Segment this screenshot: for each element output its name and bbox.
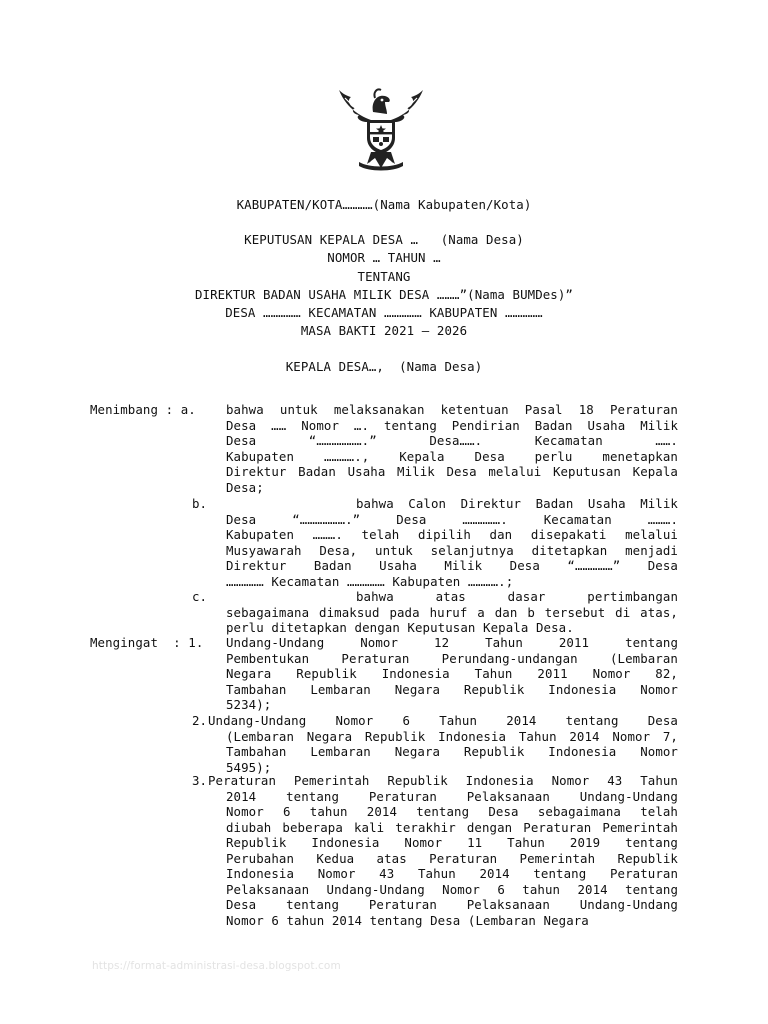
mengingat-label: Mengingat : 1.	[90, 635, 204, 650]
text-line: diubah beberapa kali terakhir dengan Peraturan Pemerintah	[226, 819, 678, 835]
text-line: Undang-Undang Nomor 12 Tahun 2011 tentang	[226, 635, 678, 650]
text-line: perlu ditetapkan dengan Keputusan Kepala Desa.	[226, 620, 574, 635]
menimbang-marker-b: b.	[192, 496, 208, 511]
decree-subject: DIREKTUR BADAN USAHA MILIK DESA ………”(Nama BUMDes)”	[195, 287, 573, 302]
text-line: bahwa untuk melaksanakan ketentuan Pasal 18 Peraturan	[226, 402, 678, 417]
text-line: bahwa Calon Direktur Badan Usaha Milik	[356, 496, 678, 511]
mengingat-item-2	[208, 713, 678, 775]
text-line: Tambahan Lembaran Negara Republik Indonesia Nomor	[226, 681, 678, 697]
menimbang-item-c	[226, 589, 678, 636]
text-line: 5234);	[226, 697, 272, 712]
watermark-url: https://format-administrasi-desa.blogspot.com	[92, 960, 341, 972]
text-line: Pembentukan Peraturan Perundang-undangan (Lembaran	[226, 650, 678, 666]
issuer-line: KEPALA DESA…, (Nama Desa)	[285, 359, 483, 374]
text-line: Pelaksanaan Undang-Undang Nomor 6 tahun 2014 tentang	[226, 881, 678, 897]
text-line: Nomor 6 tahun 2014 tentang Desa (Lembaran Negara	[226, 912, 589, 928]
text-line: Desa;	[226, 479, 264, 495]
text-line: Indonesia Nomor 43 Tahun 2014 tentang Peraturan	[226, 866, 678, 881]
text-line: bahwa atas dasar pertimbangan	[356, 589, 678, 604]
text-line: …………… Kecamatan …………… Kabupaten ………….;	[226, 573, 514, 589]
mengingat-item-3	[208, 773, 678, 928]
mengingat-marker-2: 2.	[192, 713, 208, 728]
decree-title: KEPUTUSAN KEPALA DESA … (Nama Desa)	[244, 232, 524, 247]
text-line: (Lembaran Negara Republik Indonesia Tahun 2014 Nomor 7,	[226, 728, 678, 744]
text-line: Kabupaten ………. telah dipilih dan disepakati melalui	[226, 527, 678, 542]
text-line: Nomor 6 tahun 2014 tentang Desa sebagaimana telah	[226, 804, 678, 819]
text-line: Undang-Undang Nomor 6 Tahun 2014 tentang Desa	[208, 713, 678, 728]
text-line: Negara Republik Indonesia Tahun 2011 Nomor 82,	[226, 666, 678, 681]
text-line: Kabupaten …………., Kepala Desa perlu menetapkan	[226, 448, 678, 464]
text-line: Direktur Badan Usaha Milik Desa melalui Keputusan Kepala	[226, 464, 678, 479]
location-line: DESA …………… KECAMATAN …………… KABUPATEN ……………	[225, 305, 543, 320]
text-line: Desa tentang Peraturan Pelaksanaan Undang-Undang	[226, 897, 678, 912]
text-line: Direktur Badan Usaha Milik Desa “……………” Desa	[226, 558, 678, 573]
text-line: Peraturan Pemerintah Republik Indonesia Nomor 43 Tahun	[208, 773, 678, 788]
menimbang-item-a	[226, 402, 678, 495]
decree-number: NOMOR … TAHUN …	[327, 250, 441, 265]
mengingat-marker-3: 3.	[192, 773, 208, 788]
text-line: Perubahan Kedua atas Peraturan Pemerintah Republik	[226, 850, 678, 866]
text-line: sebagaimana dimaksud pada huruf a dan b tersebut di atas,	[226, 604, 678, 620]
term-line: MASA BAKTI 2021 – 2026	[300, 323, 468, 338]
text-line: Desa “……………….” Desa……. Kecamatan …….	[226, 433, 678, 448]
region-line: KABUPATEN/KOTA…………(Nama Kabupaten/Kota)	[236, 197, 532, 212]
menimbang-item-b	[226, 496, 678, 589]
text-line: Desa …… Nomor …. tentang Pendirian Badan Usaha Milik	[226, 417, 678, 433]
text-line: Musyawarah Desa, untuk selanjutnya ditetapkan menjadi	[226, 542, 678, 558]
text-line: Tambahan Lembaran Negara Republik Indonesia Nomor	[226, 744, 678, 759]
text-line: 2014 tentang Peraturan Pelaksanaan Undang-Undang	[226, 788, 678, 804]
menimbang-label: Menimbang : a.	[90, 402, 196, 417]
mengingat-item-1	[226, 635, 678, 713]
about-heading: TENTANG	[357, 269, 411, 284]
text-line: Desa “……………….” Desa ……………. Kecamatan ……….	[226, 511, 678, 527]
menimbang-marker-c: c.	[192, 589, 208, 604]
text-line: Republik Indonesia Nomor 11 Tahun 2019 tentang	[226, 835, 678, 850]
text-line: 5495);	[226, 759, 272, 775]
garuda-emblem	[333, 82, 429, 174]
